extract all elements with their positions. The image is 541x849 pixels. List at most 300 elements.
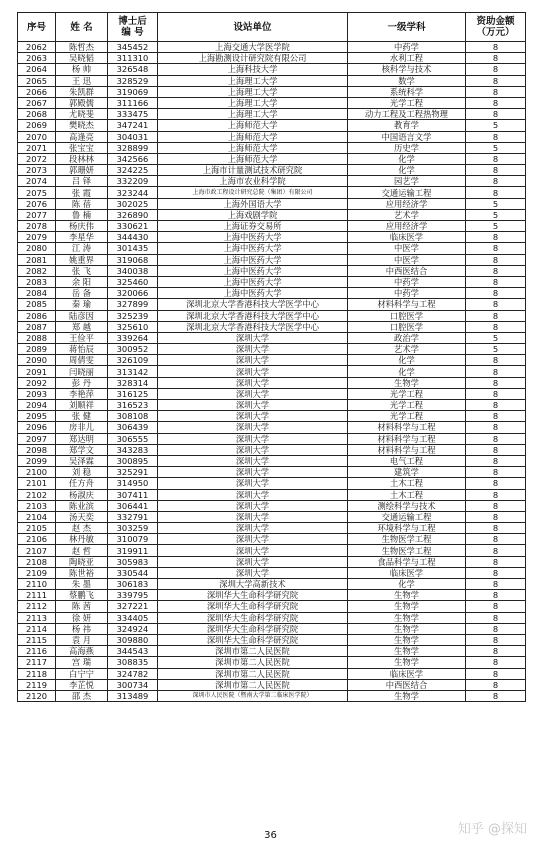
table-row [18, 400, 526, 411]
cell-subject: 化学 [348, 355, 466, 366]
cell-seq: 2105 [18, 523, 56, 534]
cell-unit: 上海外国语大学 [158, 198, 348, 209]
cell-unit: 深圳大学 [158, 400, 348, 411]
cell-postdoc-id: 342566 [108, 153, 158, 164]
cell-unit: 深圳大学 [158, 478, 348, 489]
cell-subject: 生物学 [348, 377, 466, 388]
cell-postdoc-id: 339795 [108, 590, 158, 601]
cell-funding: 8 [466, 444, 526, 455]
cell-subject: 电气工程 [348, 455, 466, 466]
cell-subject: 化学 [348, 153, 466, 164]
cell-funding: 8 [466, 86, 526, 97]
cell-seq: 2074 [18, 176, 56, 187]
cell-funding: 5 [466, 209, 526, 220]
cell-postdoc-id: 343283 [108, 444, 158, 455]
cell-subject: 历史学 [348, 142, 466, 153]
cell-seq: 2083 [18, 276, 56, 287]
cell-name: 吴晓韬 [56, 53, 108, 64]
cell-funding: 8 [466, 523, 526, 534]
cell-unit: 深圳华大生命科学研究院 [158, 623, 348, 634]
cell-funding: 8 [466, 511, 526, 522]
cell-seq: 2092 [18, 377, 56, 388]
cell-funding: 8 [466, 131, 526, 142]
cell-postdoc-id: 328314 [108, 377, 158, 388]
cell-seq: 2064 [18, 64, 56, 75]
cell-unit: 深圳大学 [158, 411, 348, 422]
table-row [18, 120, 526, 131]
cell-funding: 8 [466, 500, 526, 511]
cell-funding: 8 [466, 42, 526, 53]
cell-unit: 上海理工大学 [158, 109, 348, 120]
cell-funding: 8 [466, 310, 526, 321]
cell-unit: 深圳华大生命科学研究院 [158, 590, 348, 601]
table-row [18, 511, 526, 522]
cell-funding: 8 [466, 97, 526, 108]
cell-unit: 上海中医药大学 [158, 288, 348, 299]
cell-name: 陶晓亚 [56, 556, 108, 567]
cell-seq: 2067 [18, 97, 56, 108]
cell-funding: 8 [466, 567, 526, 578]
cell-funding: 8 [466, 366, 526, 377]
cell-name: 汤天奕 [56, 511, 108, 522]
cell-unit: 深圳北京大学香港科技大学医学中心 [158, 321, 348, 332]
cell-seq: 2112 [18, 601, 56, 612]
cell-seq: 2097 [18, 433, 56, 444]
cell-seq: 2114 [18, 623, 56, 634]
table-row [18, 176, 526, 187]
cell-postdoc-id: 325239 [108, 310, 158, 321]
table-row [18, 310, 526, 321]
cell-name: 陈 茜 [56, 601, 108, 612]
cell-name: 彭 丹 [56, 377, 108, 388]
table-row [18, 355, 526, 366]
cell-unit: 深圳大学 [158, 355, 348, 366]
cell-seq: 2071 [18, 142, 56, 153]
cell-seq: 2090 [18, 355, 56, 366]
cell-name: 陈 蓓 [56, 198, 108, 209]
cell-funding: 8 [466, 478, 526, 489]
cell-funding: 8 [466, 243, 526, 254]
table-row [18, 657, 526, 668]
cell-seq: 2076 [18, 198, 56, 209]
cell-name: 秦 瑜 [56, 299, 108, 310]
cell-subject: 生物学 [348, 634, 466, 645]
cell-unit: 深圳市人民医院（暨南大学第二临床医学院） [158, 690, 348, 701]
cell-seq: 2089 [18, 344, 56, 355]
cell-postdoc-id: 323244 [108, 187, 158, 198]
table-row [18, 567, 526, 578]
table-row [18, 321, 526, 332]
cell-unit: 上海交通大学医学院 [158, 42, 348, 53]
table-row [18, 187, 526, 198]
table-row [18, 75, 526, 86]
cell-postdoc-id: 306439 [108, 422, 158, 433]
cell-name: 蒋怡辰 [56, 344, 108, 355]
table-row [18, 265, 526, 276]
cell-unit: 上海师范大学 [158, 142, 348, 153]
cell-funding: 8 [466, 422, 526, 433]
cell-postdoc-id: 326548 [108, 64, 158, 75]
cell-postdoc-id: 324782 [108, 668, 158, 679]
cell-subject: 测绘科学与技术 [348, 500, 466, 511]
header-name: 姓 名 [56, 13, 108, 42]
cell-subject: 生物学 [348, 690, 466, 701]
cell-postdoc-id: 344430 [108, 232, 158, 243]
cell-seq: 2101 [18, 478, 56, 489]
cell-postdoc-id: 305983 [108, 556, 158, 567]
cell-postdoc-id: 306555 [108, 433, 158, 444]
cell-seq: 2081 [18, 254, 56, 265]
cell-name: 鲁 楠 [56, 209, 108, 220]
cell-postdoc-id: 311166 [108, 97, 158, 108]
table-row [18, 142, 526, 153]
cell-subject: 园艺学 [348, 176, 466, 187]
cell-subject: 生物学 [348, 590, 466, 601]
cell-subject: 生物医学工程 [348, 534, 466, 545]
cell-name: 袁 月 [56, 634, 108, 645]
cell-name: 郭殿儒 [56, 97, 108, 108]
cell-seq: 2078 [18, 221, 56, 232]
cell-subject: 临床医学 [348, 232, 466, 243]
cell-postdoc-id: 302025 [108, 198, 158, 209]
cell-funding: 8 [466, 467, 526, 478]
cell-seq: 2109 [18, 567, 56, 578]
cell-unit: 深圳市第二人民医院 [158, 657, 348, 668]
cell-subject: 核科学与技术 [348, 64, 466, 75]
table-row [18, 433, 526, 444]
cell-unit: 深圳大学 [158, 422, 348, 433]
cell-funding: 8 [466, 276, 526, 287]
cell-name: 陆彦因 [56, 310, 108, 321]
cell-unit: 深圳市第二人民医院 [158, 679, 348, 690]
cell-funding: 8 [466, 411, 526, 422]
cell-unit: 深圳大学 [158, 388, 348, 399]
cell-subject: 中药学 [348, 288, 466, 299]
cell-postdoc-id: 328899 [108, 142, 158, 153]
cell-unit: 上海市计量测试技术研究院 [158, 165, 348, 176]
cell-funding: 8 [466, 579, 526, 590]
cell-seq: 2079 [18, 232, 56, 243]
header-postdoc-id: 博士后 编 号 [108, 13, 158, 42]
cell-subject: 环境科学与工程 [348, 523, 466, 534]
cell-funding: 8 [466, 590, 526, 601]
cell-funding: 8 [466, 612, 526, 623]
cell-seq: 2068 [18, 109, 56, 120]
cell-unit: 上海理工大学 [158, 75, 348, 86]
cell-name: 蔡鹏飞 [56, 590, 108, 601]
cell-funding: 8 [466, 455, 526, 466]
cell-seq: 2100 [18, 467, 56, 478]
cell-unit: 上海中医药大学 [158, 232, 348, 243]
cell-name: 高逢亮 [56, 131, 108, 142]
cell-postdoc-id: 333475 [108, 109, 158, 120]
table-row [18, 109, 526, 120]
cell-name: 陈哲杰 [56, 42, 108, 53]
cell-seq: 2108 [18, 556, 56, 567]
cell-seq: 2084 [18, 288, 56, 299]
cell-postdoc-id: 316125 [108, 388, 158, 399]
table-row [18, 523, 526, 534]
cell-funding: 8 [466, 153, 526, 164]
cell-name: 李艳萍 [56, 388, 108, 399]
cell-seq: 2075 [18, 187, 56, 198]
cell-postdoc-id: 340038 [108, 265, 158, 276]
cell-unit: 上海师范大学 [158, 131, 348, 142]
cell-funding: 8 [466, 377, 526, 388]
table-row [18, 579, 526, 590]
table-row [18, 489, 526, 500]
cell-subject: 临床医学 [348, 668, 466, 679]
cell-postdoc-id: 300734 [108, 679, 158, 690]
cell-unit: 深圳市第二人民医院 [158, 668, 348, 679]
cell-seq: 2070 [18, 131, 56, 142]
cell-unit: 上海理工大学 [158, 97, 348, 108]
cell-postdoc-id: 308835 [108, 657, 158, 668]
cell-unit: 深圳大学 [158, 366, 348, 377]
cell-postdoc-id: 314950 [108, 478, 158, 489]
cell-name: 樊晓杰 [56, 120, 108, 131]
table-row [18, 534, 526, 545]
cell-seq: 2099 [18, 455, 56, 466]
table-row [18, 500, 526, 511]
cell-name: 闫晓丽 [56, 366, 108, 377]
cell-subject: 应用经济学 [348, 198, 466, 209]
cell-postdoc-id: 325460 [108, 276, 158, 287]
cell-subject: 艺术学 [348, 209, 466, 220]
cell-seq: 2062 [18, 42, 56, 53]
cell-unit: 深圳大学 [158, 489, 348, 500]
cell-subject: 生物学 [348, 657, 466, 668]
cell-subject: 光学工程 [348, 97, 466, 108]
cell-postdoc-id: 332791 [108, 511, 158, 522]
cell-postdoc-id: 319069 [108, 86, 158, 97]
table-row [18, 590, 526, 601]
cell-funding: 8 [466, 646, 526, 657]
cell-subject: 中西医结合 [348, 265, 466, 276]
cell-name: 吕 铎 [56, 176, 108, 187]
cell-seq: 2111 [18, 590, 56, 601]
cell-funding: 8 [466, 355, 526, 366]
cell-postdoc-id: 306183 [108, 579, 158, 590]
table-row [18, 42, 526, 53]
cell-subject: 生物医学工程 [348, 545, 466, 556]
cell-postdoc-id: 309880 [108, 634, 158, 645]
cell-name: 白宁宁 [56, 668, 108, 679]
cell-funding: 5 [466, 221, 526, 232]
cell-postdoc-id: 310079 [108, 534, 158, 545]
cell-name: 房非儿 [56, 422, 108, 433]
cell-unit: 深圳市第二人民医院 [158, 646, 348, 657]
cell-funding: 5 [466, 120, 526, 131]
cell-postdoc-id: 334405 [108, 612, 158, 623]
table-row [18, 411, 526, 422]
header-funding: 资助金额 （万元） [466, 13, 526, 42]
cell-funding: 5 [466, 198, 526, 209]
cell-funding: 8 [466, 53, 526, 64]
cell-funding: 8 [466, 165, 526, 176]
table-row [18, 86, 526, 97]
cell-postdoc-id: 307411 [108, 489, 158, 500]
cell-unit: 上海勘测设计研究院有限公司 [158, 53, 348, 64]
cell-subject: 材料科学与工程 [348, 299, 466, 310]
cell-funding: 8 [466, 288, 526, 299]
table-row [18, 165, 526, 176]
table-row [18, 243, 526, 254]
cell-funding: 8 [466, 534, 526, 545]
cell-postdoc-id: 320066 [108, 288, 158, 299]
cell-postdoc-id: 311310 [108, 53, 158, 64]
cell-subject: 光学工程 [348, 388, 466, 399]
cell-funding: 5 [466, 344, 526, 355]
cell-name: 王 迅 [56, 75, 108, 86]
cell-funding: 8 [466, 556, 526, 567]
cell-name: 李芷悦 [56, 679, 108, 690]
cell-unit: 上海中医药大学 [158, 243, 348, 254]
table-row [18, 467, 526, 478]
cell-seq: 2088 [18, 332, 56, 343]
cell-postdoc-id: 300952 [108, 344, 158, 355]
cell-unit: 深圳大学 [158, 444, 348, 455]
funding-table [17, 12, 526, 702]
table-row [18, 344, 526, 355]
cell-funding: 8 [466, 109, 526, 120]
cell-subject: 中医学 [348, 254, 466, 265]
cell-name: 徐 妍 [56, 612, 108, 623]
cell-unit: 深圳大学 [158, 500, 348, 511]
cell-unit: 上海师范大学 [158, 120, 348, 131]
cell-subject: 口腔医学 [348, 321, 466, 332]
cell-name: 赵 杰 [56, 523, 108, 534]
cell-name: 朱 墨 [56, 579, 108, 590]
cell-postdoc-id: 326890 [108, 209, 158, 220]
cell-seq: 2116 [18, 646, 56, 657]
cell-subject: 水利工程 [348, 53, 466, 64]
cell-subject: 光学工程 [348, 400, 466, 411]
cell-unit: 深圳大学 [158, 523, 348, 534]
cell-funding: 8 [466, 690, 526, 701]
table-row [18, 556, 526, 567]
cell-unit: 深圳大学 [158, 433, 348, 444]
cell-unit: 深圳北京大学香港科技大学医学中心 [158, 310, 348, 321]
table-row [18, 131, 526, 142]
table-body [18, 42, 526, 702]
cell-name: 杨 祎 [56, 623, 108, 634]
cell-subject: 化学 [348, 366, 466, 377]
table-row [18, 232, 526, 243]
table-row [18, 478, 526, 489]
cell-postdoc-id: 325610 [108, 321, 158, 332]
table-row [18, 153, 526, 164]
cell-funding: 8 [466, 623, 526, 634]
cell-postdoc-id: 319911 [108, 545, 158, 556]
cell-seq: 2115 [18, 634, 56, 645]
cell-name: 朱凯群 [56, 86, 108, 97]
cell-subject: 数学 [348, 75, 466, 86]
cell-funding: 8 [466, 232, 526, 243]
table-row [18, 198, 526, 209]
cell-seq: 2073 [18, 165, 56, 176]
table-row [18, 276, 526, 287]
cell-seq: 2118 [18, 668, 56, 679]
cell-seq: 2069 [18, 120, 56, 131]
table-row [18, 612, 526, 623]
cell-name: 张 霞 [56, 187, 108, 198]
cell-funding: 8 [466, 299, 526, 310]
cell-seq: 2091 [18, 366, 56, 377]
cell-name: 陈业滨 [56, 500, 108, 511]
cell-name: 岳 备 [56, 288, 108, 299]
cell-funding: 8 [466, 388, 526, 399]
table-row [18, 422, 526, 433]
cell-subject: 生物学 [348, 623, 466, 634]
cell-subject: 临床医学 [348, 567, 466, 578]
cell-postdoc-id: 300895 [108, 455, 158, 466]
cell-subject: 土木工程 [348, 478, 466, 489]
cell-funding: 8 [466, 668, 526, 679]
cell-funding: 8 [466, 64, 526, 75]
cell-unit: 深圳华大生命科学研究院 [158, 601, 348, 612]
cell-postdoc-id: 303259 [108, 523, 158, 534]
cell-funding: 8 [466, 75, 526, 86]
header-seq: 序号 [18, 13, 56, 42]
table-row [18, 64, 526, 75]
cell-name: 赵 哲 [56, 545, 108, 556]
table-row [18, 444, 526, 455]
cell-seq: 2085 [18, 299, 56, 310]
table-row [18, 545, 526, 556]
table-row [18, 377, 526, 388]
cell-funding: 8 [466, 400, 526, 411]
cell-postdoc-id: 345452 [108, 42, 158, 53]
cell-seq: 2113 [18, 612, 56, 623]
cell-postdoc-id: 339264 [108, 332, 158, 343]
cell-name: 江 涛 [56, 243, 108, 254]
table-row [18, 53, 526, 64]
table-row [18, 455, 526, 466]
cell-unit: 深圳大学 [158, 455, 348, 466]
cell-subject: 土木工程 [348, 489, 466, 500]
cell-name: 余 阳 [56, 276, 108, 287]
table-row [18, 679, 526, 690]
cell-name: 郑达明 [56, 433, 108, 444]
cell-subject: 艺术学 [348, 344, 466, 355]
cell-subject: 中西医结合 [348, 679, 466, 690]
cell-subject: 生物学 [348, 612, 466, 623]
cell-unit: 深圳大学 [158, 344, 348, 355]
cell-postdoc-id: 325291 [108, 467, 158, 478]
cell-unit: 上海中医药大学 [158, 254, 348, 265]
cell-funding: 8 [466, 601, 526, 612]
cell-name: 杨淑庆 [56, 489, 108, 500]
cell-unit: 上海市政工程设计研究总院（集团）有限公司 [158, 187, 348, 198]
cell-seq: 2096 [18, 422, 56, 433]
cell-funding: 8 [466, 187, 526, 198]
cell-name: 林丹敏 [56, 534, 108, 545]
cell-name: 姚重界 [56, 254, 108, 265]
cell-seq: 2077 [18, 209, 56, 220]
cell-seq: 2063 [18, 53, 56, 64]
table-row [18, 288, 526, 299]
cell-name: 杨 帅 [56, 64, 108, 75]
cell-postdoc-id: 324924 [108, 623, 158, 634]
cell-seq: 2066 [18, 86, 56, 97]
table-row [18, 623, 526, 634]
cell-unit: 深圳大学 [158, 556, 348, 567]
cell-seq: 2094 [18, 400, 56, 411]
cell-seq: 2107 [18, 545, 56, 556]
table-row [18, 332, 526, 343]
cell-unit: 上海理工大学 [158, 86, 348, 97]
